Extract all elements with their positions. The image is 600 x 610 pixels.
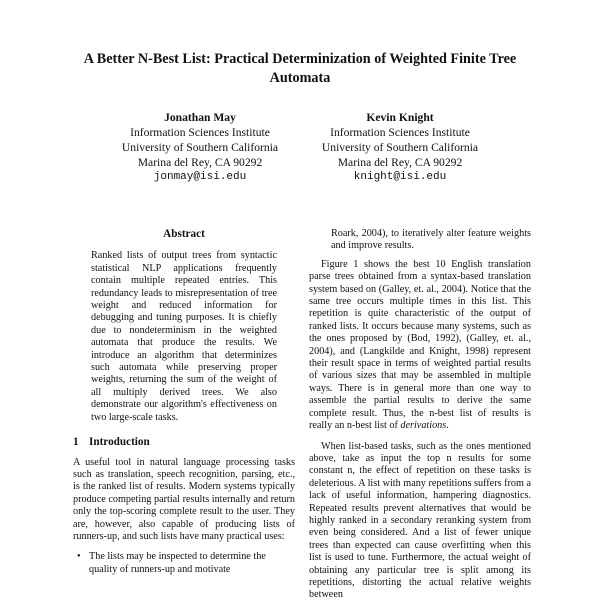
abstract-text: Ranked lists of output trees from syntactic statistical NLP applications frequently contain multiple repeated entries. This redundancy leads to misrepresentation of tree weight and reduced information for debugging and tuning purposes. It is chiefly due to nondeterminism in the weighted automata that produce the results. We introduce an algorithm that determinizes such automata while preserving proper weights, returning the sum of the weight of all multiply derived trees. We also demonstrate our algorithm's effectiveness on two large-scale tasks. <box>91 250 277 423</box>
author-address: Marina del Rey, CA 90292 <box>137 156 263 169</box>
author-email: jonmay@isi.edu <box>153 171 247 183</box>
bullet-icon: • <box>77 551 81 563</box>
author-name: Jonathan May <box>164 111 236 124</box>
author-address: Marina del Rey, CA 90292 <box>337 156 463 169</box>
author-email: knight@isi.edu <box>353 171 447 183</box>
list-item-text: The lists may be inspected to determine the quality of runners-up and motivate <box>89 551 266 575</box>
paragraph-text: Figure 1 shows the best 10 English translation parse trees obtained from a syntax-based translation system based on (Galley, et. al., 2004). Notice that the same tree occurs multiple times in this list. This repetition is quite characteristic of the output of ranked lists. It occurs because many systems, such as the ones proposed by (Bod, 1992), (Galley, et. al., 2004), and (Langkilde and Knight, 1998) represent their result space in terms of weighted partial results of various sizes that may be assembled in multiple ways. There is in general more than one way to assemble the partial results to derive the same complete result. Thus, the n-best list of results is really an n-best list of <box>309 258 531 432</box>
right-column <box>309 228 531 610</box>
author-university: University of Southern California <box>121 141 279 154</box>
section-number: 1 <box>73 436 79 449</box>
intro-paragraph: A useful tool in natural language processing tasks such as translation, speech recognition, parsing, etc., is the ranked list of results. Modern systems typically produce competing partial results internally and return only the top-scoring complete result to the user. They are, however, also capable of producing lists of runners-up, and such lists have many practical uses: <box>73 456 295 542</box>
paragraph-end: . <box>446 420 449 432</box>
bullet-continuation: Roark, 2004), to iteratively alter feature weights and improve results. <box>331 228 531 252</box>
list-item <box>77 551 295 576</box>
author-affiliation: Information Sciences Institute <box>130 126 270 139</box>
paper-title: A Better N-Best List: Practical Determinization of Weighted Finite Tree Automata <box>83 51 517 86</box>
author-university: University of Southern California <box>321 141 479 154</box>
paragraph-figure-1 <box>309 259 531 433</box>
section-heading-introduction <box>73 436 295 448</box>
author-block-2 <box>285 110 515 185</box>
section-title: Introduction <box>89 436 150 449</box>
author-name: Kevin Knight <box>366 111 434 124</box>
author-affiliation: Information Sciences Institute <box>330 126 470 139</box>
author-block-1 <box>85 110 315 185</box>
paragraph-repetition: When list-based tasks, such as the ones mentioned above, take as input the top n results for some constant n, the effect of repetition on these tasks is deleterious. A list with many repetitions suffers from a lack of useful information, hampering diagnostics. Repeated results prevent alternatives that would be highly ranked in a secondary reranking system from even being considered. And a list of fewer unique trees than expected can cause overfitting when this list is used to tune. Furthermore, the actual weight of obtaining any particular tree is split among its repetitions, distorting the actual relative weights between <box>309 440 531 601</box>
emphasis-derivations: derivations <box>400 420 447 432</box>
uses-list <box>73 551 295 576</box>
abstract-heading: Abstract <box>163 228 205 240</box>
left-column <box>73 228 295 576</box>
